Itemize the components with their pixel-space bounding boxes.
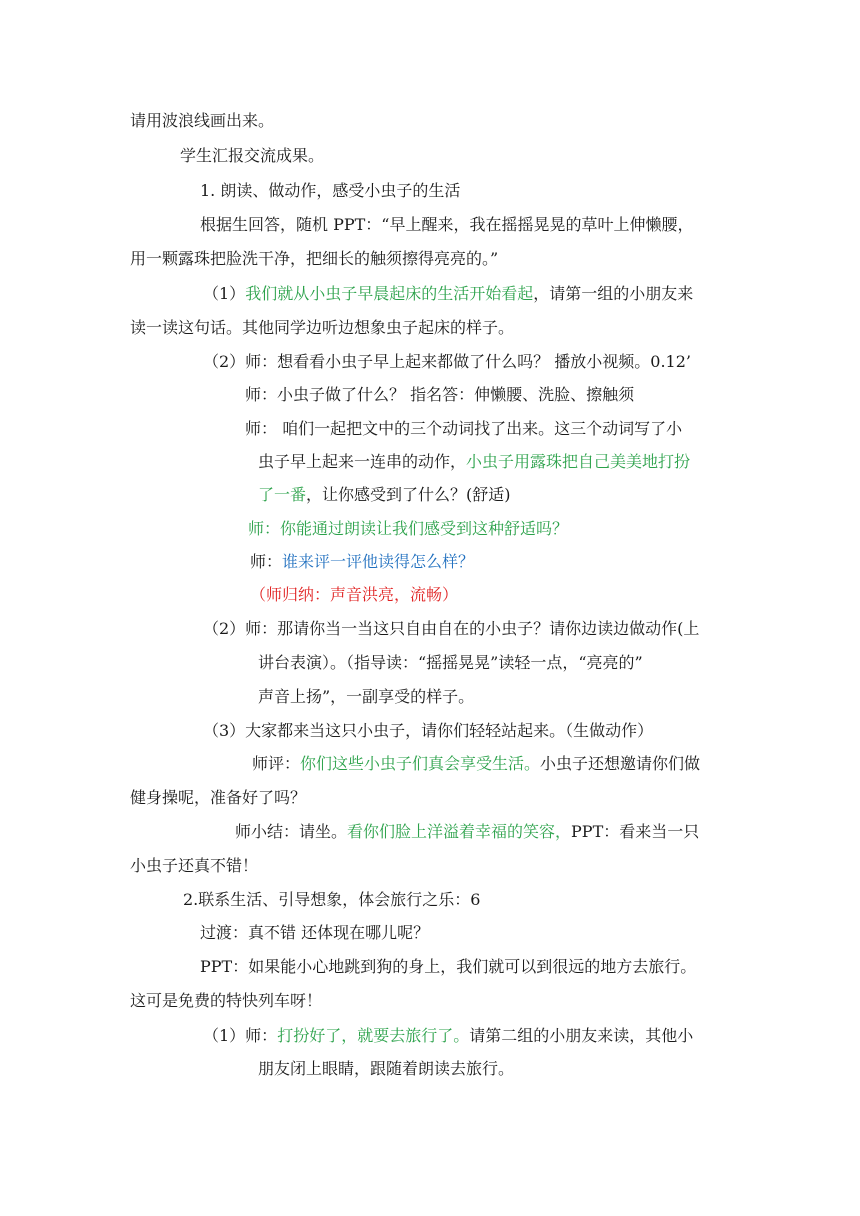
text-line: （2）师：想看看小虫子早上起来都做了什么吗？ 播放小视频。0.12’ [203, 352, 691, 371]
text-line: 师： 咱们一起把文中的三个动词找了出来。这三个动词写了小 [245, 419, 683, 438]
text-span: 师评： [252, 754, 301, 773]
text-line: 请用波浪线画出来。 [130, 111, 275, 130]
section-heading: 1. 朗读、做动作，感受小虫子的生活 [200, 181, 461, 200]
text-line: 根据生回答，随机 PPT：“早上醒来，我在摇摇晃晃的草叶上伸懒腰， [200, 215, 694, 234]
text-span: 虫子早上起来一连串的动作， [258, 452, 467, 471]
highlight-green: 看你们脸上洋溢着幸福的笑容， [347, 822, 572, 841]
text-line: PPT：如果能小心地跳到狗的身上，我们就可以到很远的地方去旅行。 [200, 957, 697, 976]
text-span: 请第二组的小朋友来读，其他小 [469, 1026, 694, 1045]
text-line: （3）大家都来当这只小虫子，请你们轻轻站起来。（生做动作） [203, 721, 654, 740]
text-span: （1）师： [203, 1026, 278, 1045]
text-line [235, 821, 699, 843]
text-line: 声音上扬”，一副享受的样子。 [258, 687, 475, 706]
text-span: ，让你感受到了什么？(舒适) [306, 485, 511, 504]
text-line: 讲台表演）。（指导读：“摇摇晃晃”读轻一点，“亮亮的” [258, 653, 643, 672]
text-line [250, 551, 474, 573]
text-span: 小虫子还想邀请你们做 [540, 754, 701, 773]
text-line: （师归纳：声音洪亮，流畅） [250, 585, 459, 604]
text-line: 学生汇报交流成果。 [180, 146, 325, 165]
text-line: 健身操呢，准备好了吗？ [130, 788, 307, 807]
text-line [203, 283, 693, 305]
text-line: 用一颗露珠把脸洗干净，把细长的触须擦得亮亮的。” [130, 249, 499, 268]
text-span: （1） [203, 284, 246, 303]
highlight-blue: 谁来评一评他读得怎么样？ [282, 552, 475, 571]
text-line [203, 1025, 693, 1047]
text-line [258, 451, 690, 473]
highlight-green: 小虫子用露珠把自己美美地打扮 [466, 452, 691, 471]
text-line: 这可是免费的特快列车呀！ [130, 991, 323, 1010]
text-line: 朋友闭上眼睛，跟随着朗读去旅行。 [258, 1059, 515, 1078]
text-line: 读一读这句话。其他同学边听边想象虫子起床的样子。 [130, 318, 515, 337]
section-heading: 2.联系生活、引导想象，体会旅行之乐：6 [183, 890, 481, 909]
text-span: 师： [250, 552, 283, 571]
highlight-green: 我们就从小虫子早晨起床的生活开始看起 [245, 284, 534, 303]
highlight-green: 打扮好了，就要去旅行了。 [277, 1026, 470, 1045]
text-span: 师小结：请坐。 [235, 822, 348, 841]
text-span: PPT：看来当一只 [571, 822, 700, 841]
text-line: （2）师：那请你当一当这只自由自在的小虫子？请你边读边做动作(上 [203, 619, 700, 638]
text-line: 师：你能通过朗读让我们感受到这种舒适吗？ [248, 519, 569, 538]
text-line: 过渡：真不错 还体现在哪儿呢？ [200, 923, 430, 942]
highlight-green: 你们这些小虫子们真会享受生活。 [300, 754, 541, 773]
text-line: 师：小虫子做了什么？ 指名答：伸懒腰、洗脸、擦触须 [245, 385, 635, 404]
text-span: ，请第一组的小朋友来 [533, 284, 694, 303]
text-line [258, 484, 511, 506]
text-line: 小虫子还真不错！ [130, 856, 259, 875]
highlight-green: 了一番 [258, 485, 307, 504]
text-line [252, 753, 700, 775]
